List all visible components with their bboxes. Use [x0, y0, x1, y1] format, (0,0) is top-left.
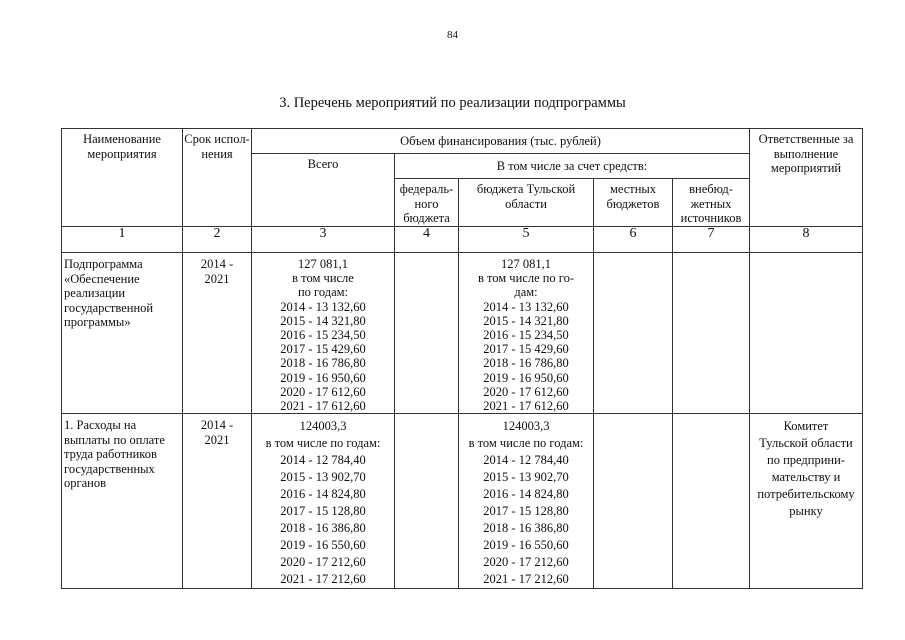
activity-term	[183, 253, 252, 414]
text-line: 2017 - 15 128,80	[280, 504, 366, 519]
text-line: 2021 - 17 612,60	[280, 399, 366, 414]
column-number: 1	[62, 227, 183, 253]
text-line: органов	[64, 476, 107, 491]
text-line: Тульской области	[759, 436, 853, 451]
text-line: 2021	[204, 271, 230, 286]
header-federal: федераль- ного бюджета	[395, 179, 459, 227]
text-line: 2021 - 17 212,60	[483, 572, 569, 587]
text-line: 2019 - 16 550,60	[483, 538, 569, 553]
text-line: 2015 - 14 321,80	[280, 313, 366, 328]
financing-extrabudget	[673, 414, 750, 589]
text-line: мательству и	[771, 470, 841, 485]
column-number: 8	[750, 227, 863, 253]
text-line: 127 081,1	[298, 257, 348, 271]
column-numbers-row	[62, 227, 863, 253]
text-line: 2015 - 14 321,80	[483, 313, 569, 328]
responsible	[750, 253, 863, 414]
text-line: в том числе по годам:	[265, 436, 381, 451]
text-line: в том числе по годам:	[468, 436, 584, 451]
column-number: 5	[459, 227, 594, 253]
text-line: 2020 - 17 212,60	[280, 555, 366, 570]
text-fragment: 1. Расходы на	[64, 418, 137, 433]
text-line: по предприни-	[767, 453, 845, 468]
column-number: 4	[395, 227, 459, 253]
text-line: 2019 - 16 950,60	[280, 370, 366, 385]
header-including: В том числе за счет средств:	[395, 154, 750, 179]
financing-federal	[395, 253, 459, 414]
text-line: потребительскому	[757, 487, 855, 502]
text-line: 2014 - 12 784,40	[483, 453, 569, 468]
text-line: выплаты по оплате	[64, 432, 165, 447]
column-number: 3	[252, 227, 395, 253]
responsible	[750, 414, 863, 589]
financing-total	[252, 414, 395, 589]
text-line: 2014 - 13 132,60	[280, 299, 366, 314]
text-line: Подпрограмма	[64, 257, 143, 271]
text-line: 2020 - 17 612,60	[483, 384, 569, 399]
header-local: местных бюджетов	[594, 179, 673, 227]
text-line: 2014 - 13 132,60	[483, 299, 569, 314]
header-name: Наименование мероприятия	[62, 129, 183, 227]
activity-name	[62, 414, 183, 589]
text-line: 127 081,1	[501, 257, 551, 271]
text-line: программы»	[64, 315, 131, 329]
text-line: Комитет	[783, 419, 829, 434]
text-line: 2018 - 16 786,80	[280, 356, 366, 371]
header-total: Всего	[252, 154, 395, 227]
text-line: 2015 - 13 902,70	[280, 470, 366, 485]
financing-federal	[395, 414, 459, 589]
text-line: 2018 - 16 386,80	[280, 521, 366, 536]
column-number: 6	[594, 227, 673, 253]
text-line: 2021 - 17 612,60	[483, 399, 569, 414]
header-extrabudget: внебюд- жетных источников	[673, 179, 750, 227]
text-line: «Обеспечение	[64, 271, 140, 286]
text-line: 2014 - 12 784,40	[280, 453, 366, 468]
table-row	[62, 414, 863, 589]
text-line	[64, 418, 180, 433]
text-line: дам:	[514, 285, 538, 300]
text-line: 2016 - 14 824,80	[280, 487, 366, 502]
text-line: 2015 - 13 902,70	[483, 470, 569, 485]
text-line: в том числе по го-	[477, 271, 575, 286]
text-line: 2021 - 17 212,60	[280, 572, 366, 587]
header-regional: бюджета Тульской области	[459, 179, 594, 227]
text-line: 2017 - 15 128,80	[483, 504, 569, 519]
text-line: 2017 - 15 429,60	[280, 342, 366, 357]
text-line: государственной	[64, 300, 154, 315]
text-line: 2014 -	[200, 418, 234, 433]
financing-extrabudget	[673, 253, 750, 414]
financing-total	[252, 253, 395, 414]
text-line: 124003,3	[502, 419, 550, 434]
activity-term	[183, 414, 252, 589]
text-line: в том числе	[292, 271, 354, 286]
financing-regional	[459, 414, 594, 589]
text-line: 124003,3	[299, 419, 347, 434]
text-line: государственных	[64, 461, 155, 476]
text-line: 2014 -	[200, 257, 234, 271]
header-financing: Объем финансирования (тыс. рублей)	[252, 129, 750, 154]
column-number: 2	[183, 227, 252, 253]
text-line: 2020 - 17 612,60	[280, 384, 366, 399]
page-number: 84	[447, 29, 458, 41]
text-line: 2018 - 16 786,80	[483, 356, 569, 371]
financing-local	[594, 253, 673, 414]
text-line: 2018 - 16 386,80	[483, 521, 569, 536]
header-responsible: Ответственные за выполнение мероприятий	[750, 129, 863, 227]
text-line: 2016 - 15 234,50	[280, 328, 366, 343]
text-line: по годам:	[297, 285, 349, 300]
text-line: 2021	[204, 432, 230, 447]
financing-local	[594, 414, 673, 589]
header-term: Срок испол- нения	[183, 129, 252, 227]
text-line: 2019 - 16 550,60	[280, 538, 366, 553]
text-line: 2016 - 14 824,80	[483, 487, 569, 502]
text-line: 2019 - 16 950,60	[483, 370, 569, 385]
text-line: реализации	[64, 286, 126, 300]
activity-name	[62, 253, 183, 414]
text-line: рынку	[789, 504, 823, 519]
financing-regional	[459, 253, 594, 414]
activities-table	[61, 128, 863, 589]
text-line: 2020 - 17 212,60	[483, 555, 569, 570]
text-line: 2016 - 15 234,50	[483, 328, 569, 343]
table-row	[62, 253, 863, 414]
text-line: 2017 - 15 429,60	[483, 342, 569, 357]
column-number: 7	[673, 227, 750, 253]
page-title: 3. Перечень мероприятий по реализации подпрограммы	[279, 95, 626, 111]
text-line: труда работников	[64, 447, 157, 462]
